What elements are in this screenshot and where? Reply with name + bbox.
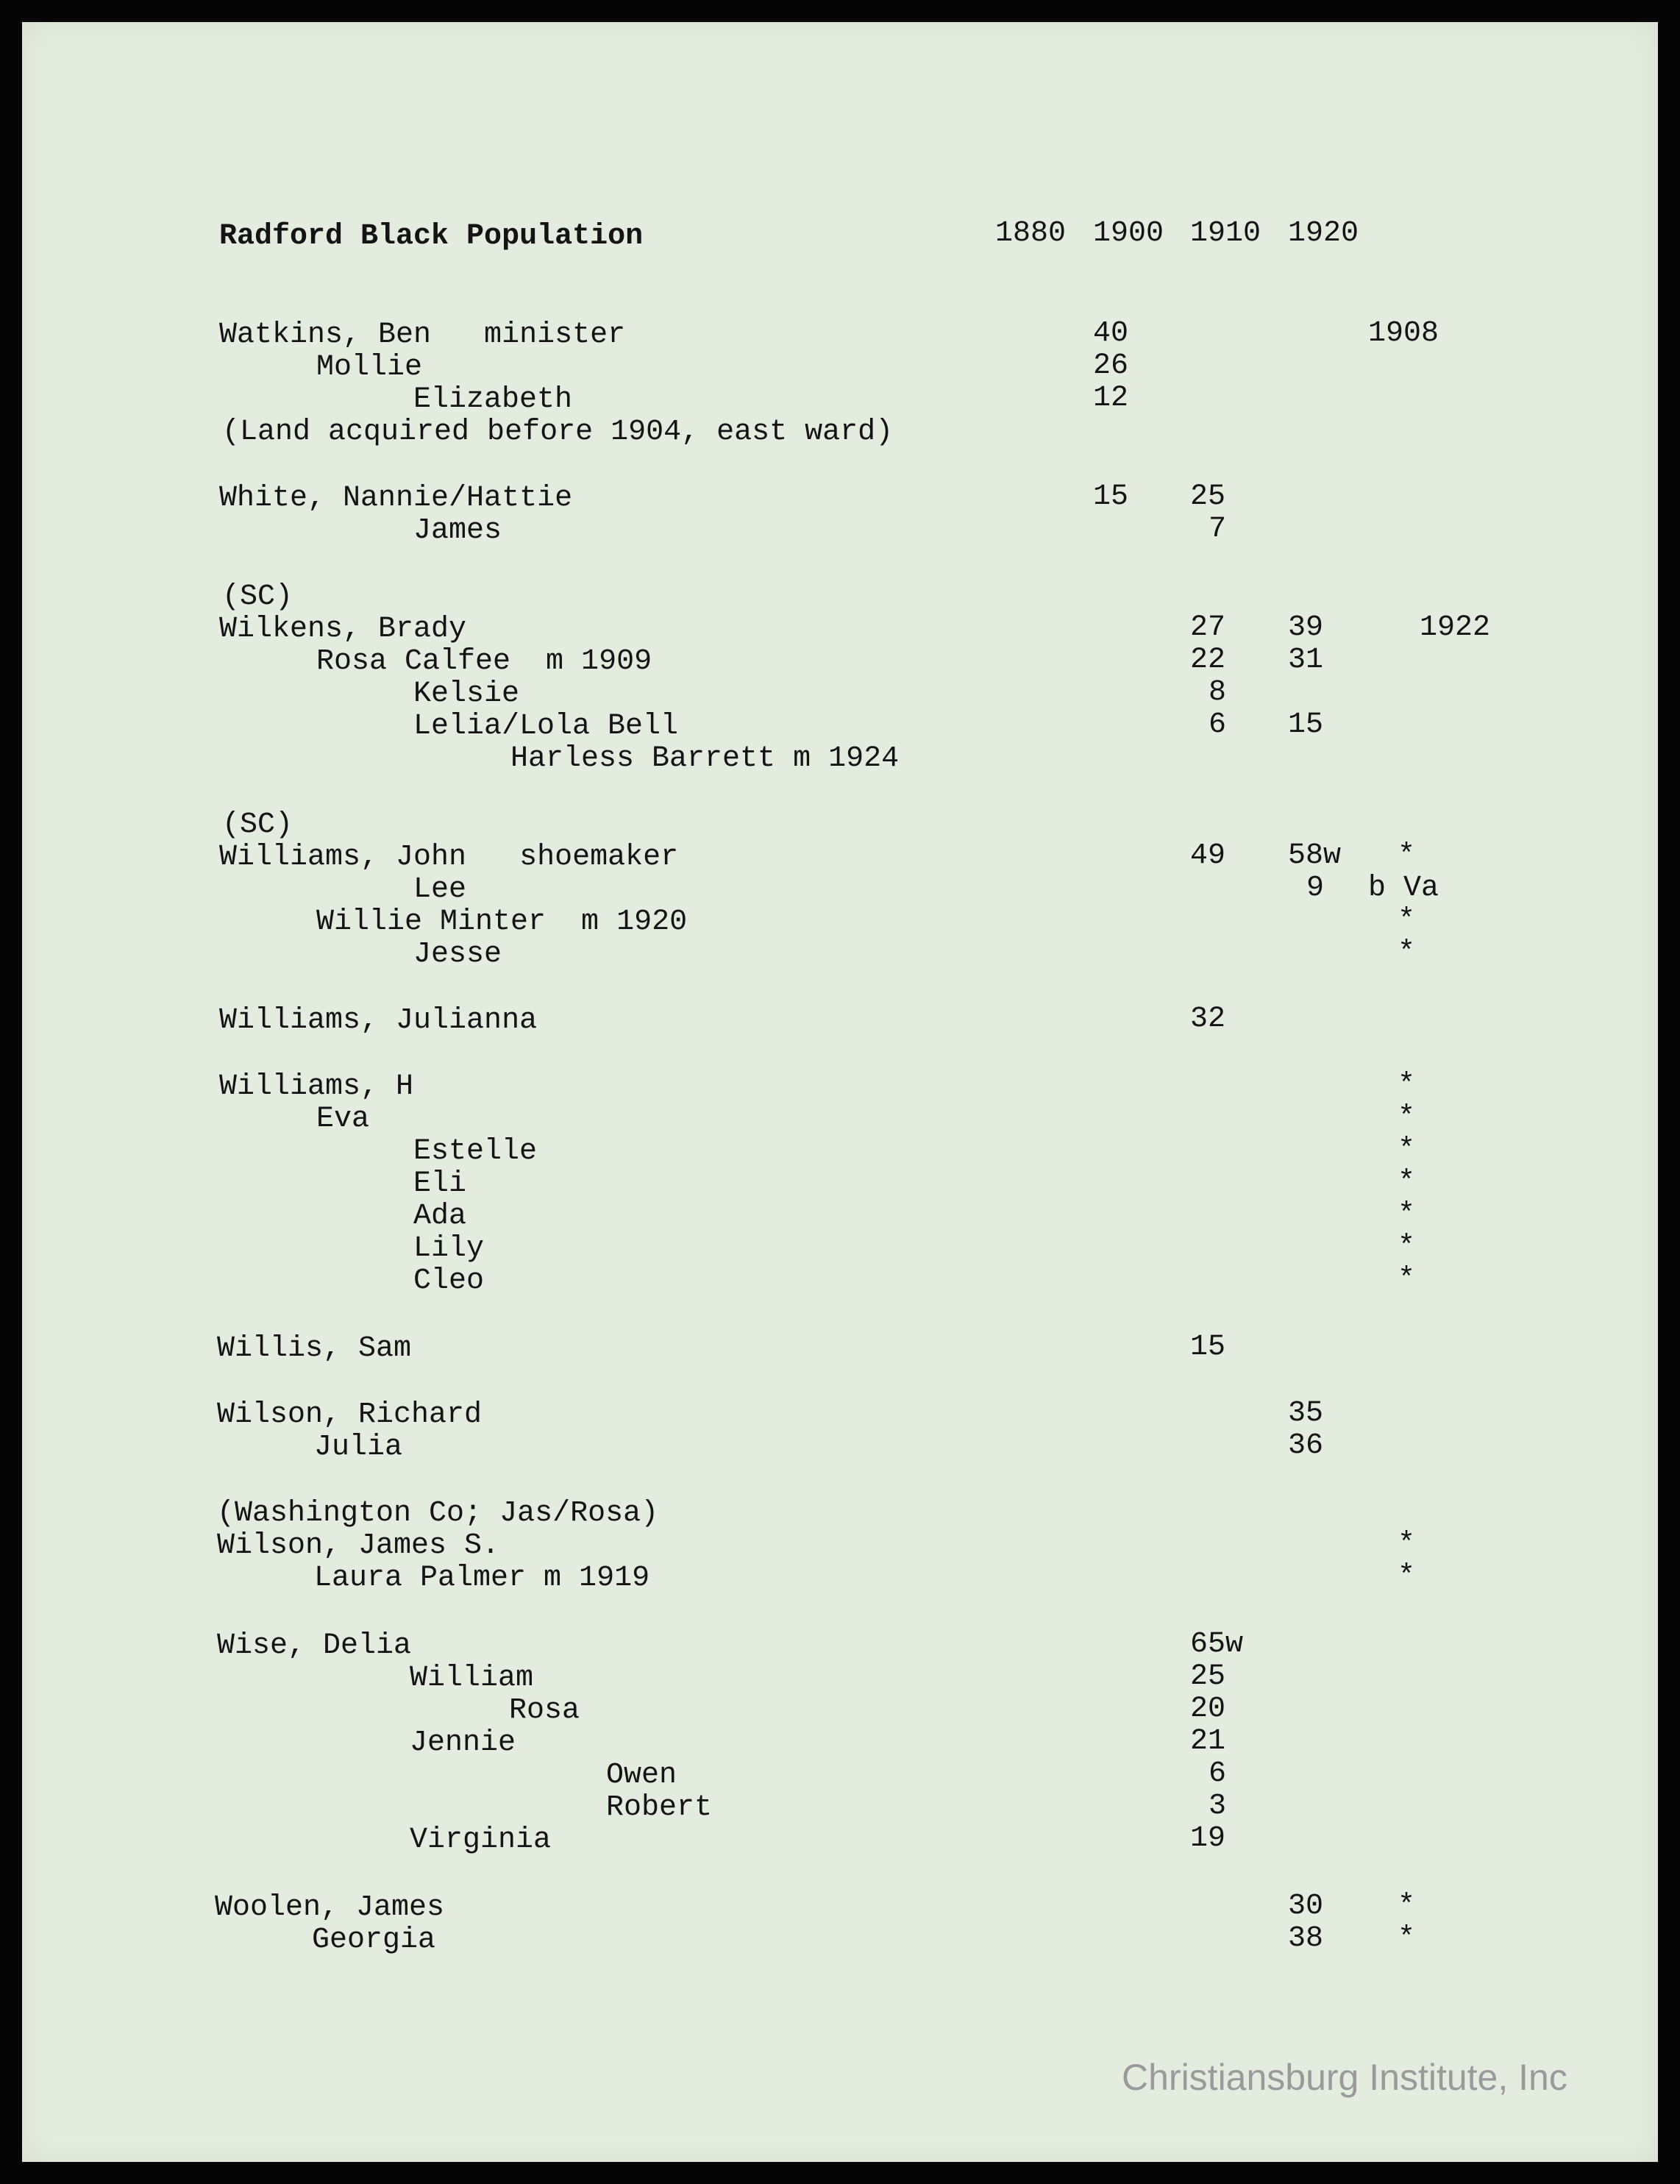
entry-name: Elizabeth [413, 383, 573, 416]
entry-name: Lelia/Lola Bell [413, 710, 679, 743]
entry-name: Wilkens, Brady [219, 613, 467, 646]
entry-name: Willie Minter m 1920 [316, 906, 688, 939]
entry-value: 12 [1093, 382, 1129, 415]
entry-name: Eva [316, 1103, 370, 1136]
asterisk-mark: * [1398, 936, 1416, 970]
year-header-1910: 1910 [1190, 217, 1261, 250]
entry-note: (SC) [222, 808, 293, 842]
entry-name: Jesse [413, 938, 502, 971]
entry-name: Virginia [410, 1824, 552, 1857]
entry-name: Laura Palmer m 1919 [314, 1562, 650, 1595]
entry-name: James [413, 514, 502, 547]
entry-value: 15 [1288, 708, 1324, 741]
entry-value: 40 [1093, 317, 1129, 350]
entry-note: (Land acquired before 1904, east ward) [222, 416, 894, 449]
entry-value: 22 [1190, 644, 1226, 677]
entry-value: 7 [1209, 513, 1227, 546]
entry-value: 19 [1190, 1822, 1226, 1855]
entry-note: b Va [1368, 872, 1439, 905]
asterisk-mark: * [1398, 1231, 1416, 1264]
asterisk-mark: * [1398, 1166, 1416, 1199]
asterisk-mark: * [1398, 1528, 1416, 1561]
asterisk-mark: * [1398, 1069, 1416, 1102]
entry-value: 32 [1190, 1003, 1226, 1036]
entry-name: Wilson, James S. [217, 1529, 500, 1562]
entry-name: Cleo [413, 1264, 485, 1298]
entry-name: Willis, Sam [217, 1332, 412, 1365]
document-page [22, 22, 1658, 2162]
entry-name: Kelsie [413, 677, 520, 711]
watermark: Christiansburg Institute, Inc [1122, 2057, 1567, 2098]
entry-value: 26 [1093, 349, 1129, 383]
entry-name: Wise, Delia [217, 1629, 412, 1662]
year-header-1900: 1900 [1093, 217, 1164, 250]
entry-value: 30 [1288, 1890, 1324, 1923]
entry-value: 31 [1288, 644, 1324, 677]
entry-name: Georgia [312, 1924, 436, 1957]
entry-value: 49 [1190, 839, 1226, 872]
entry-name: Estelle [413, 1135, 538, 1168]
entry-value: 39 [1288, 611, 1324, 644]
entry-name: Watkins, Ben minister [219, 319, 626, 352]
entry-name: Woolen, James [215, 1891, 445, 1924]
asterisk-mark: * [1398, 1134, 1416, 1167]
asterisk-mark: * [1398, 904, 1416, 937]
asterisk-mark: * [1398, 1922, 1416, 1955]
page-title: Radford Black Population [219, 220, 644, 253]
entry-name: Mollie [316, 351, 423, 384]
entry-value: 38 [1288, 1922, 1324, 1955]
entry-name: Wilson, Richard [217, 1398, 483, 1431]
asterisk-mark: * [1398, 839, 1416, 872]
entry-name: Ada [413, 1200, 467, 1233]
asterisk-mark: * [1398, 1101, 1416, 1134]
entry-name: Julia [314, 1431, 403, 1464]
entry-name: William [410, 1662, 534, 1695]
entry-value: 35 [1288, 1397, 1324, 1430]
entry-value: 25 [1190, 1660, 1226, 1693]
asterisk-mark: * [1398, 1560, 1416, 1593]
entry-name: Rosa [509, 1694, 580, 1727]
entry-name: Owen [606, 1759, 677, 1792]
entry-value: 15 [1093, 480, 1129, 513]
entry-value: 20 [1190, 1693, 1226, 1726]
entry-name: Williams, Julianna [219, 1004, 538, 1037]
entry-value: 6 [1209, 1757, 1227, 1790]
entry-value: 6 [1209, 708, 1227, 741]
entry-name: Jennie [410, 1726, 516, 1760]
entry-value: 8 [1209, 676, 1227, 709]
entry-name: Eli [413, 1167, 467, 1201]
entry-name: Rosa Calfee m 1909 [316, 645, 652, 678]
entry-value: 21 [1190, 1725, 1226, 1758]
entry-note: (Washington Co; Jas/Rosa) [217, 1497, 659, 1530]
asterisk-mark: * [1398, 1198, 1416, 1231]
entry-value: 27 [1190, 611, 1226, 644]
entry-value: 36 [1288, 1429, 1324, 1462]
entry-value: 3 [1209, 1790, 1227, 1823]
entry-name: Robert [606, 1791, 713, 1824]
entry-value: 65w [1190, 1628, 1244, 1661]
entry-value: 15 [1190, 1331, 1226, 1364]
entry-value: 25 [1190, 480, 1226, 513]
entry-name: Lee [413, 873, 467, 906]
entry-note: 1922 [1420, 611, 1491, 644]
entry-note: 1908 [1368, 317, 1439, 350]
year-header-1880: 1880 [995, 217, 1067, 250]
year-header-1920: 1920 [1288, 217, 1359, 250]
entry-note: (SC) [222, 580, 293, 613]
asterisk-mark: * [1398, 1263, 1416, 1296]
entry-name: Harless Barrett m 1924 [510, 742, 900, 775]
entry-value: 58w [1288, 839, 1342, 872]
entry-value: 9 [1306, 872, 1325, 905]
entry-name: White, Nannie/Hattie [219, 482, 573, 515]
entry-name: Williams, H [219, 1070, 414, 1103]
entry-name: Williams, John shoemaker [219, 841, 679, 874]
entry-name: Lily [413, 1232, 485, 1265]
asterisk-mark: * [1398, 1890, 1416, 1923]
